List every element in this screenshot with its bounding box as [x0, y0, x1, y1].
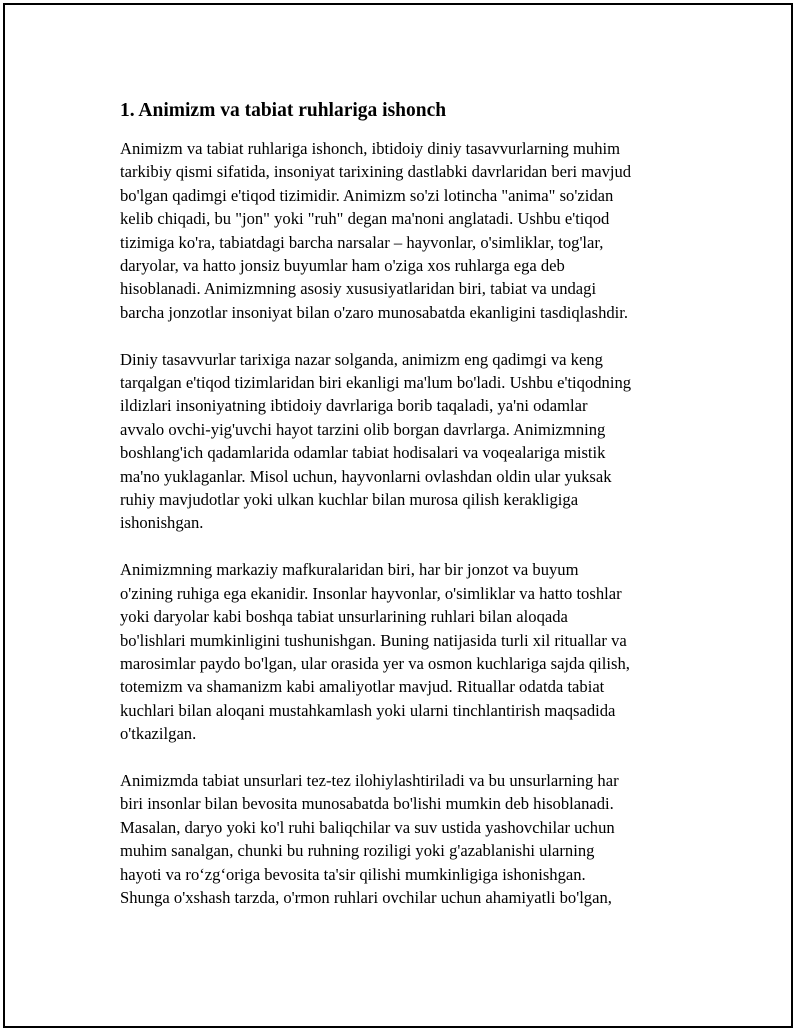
text-line: ishonishgan.: [120, 513, 204, 533]
text-line: Animizm va tabiat ruhlariga ishonch, ibtidoiy diniy tasavvurlarning muhim: [120, 139, 621, 158]
document-body: [120, 97, 695, 933]
text-line: bo'lishlari mumkinligini tushunishgan. Buning natijasida turli xil rituallar va: [120, 630, 627, 650]
paragraph-container: [120, 137, 695, 909]
text-line: muhim sanalgan, chunki bu ruhning roziligi yoki g'azablanishi ularning: [120, 841, 595, 861]
paragraph: [120, 137, 695, 324]
text-line: marosimlar paydo bo'lgan, ular orasida yer va osmon kuchlariga sajda qilish,: [120, 653, 630, 673]
text-line: daryolar, va hatto jonsiz buyumlar ham o'ziga xos ruhlarga ega deb: [120, 256, 565, 276]
section-heading: 1. Animizm va tabiat ruhlariga ishonch: [120, 100, 447, 121]
text-line: yoki daryolar kabi boshqa tabiat unsurlarining ruhlari bilan aloqada: [120, 607, 568, 627]
text-line: tizimiga ko'ra, tabiatdagi barcha narsalar – hayvonlar, o'simliklar, tog'lar,: [120, 232, 604, 252]
text-line: hisoblanadi. Animizmning asosiy xususiyatlaridan biri, tabiat va undagi: [120, 279, 597, 299]
text-line: hayoti va ro‘zg‘origa bevosita ta'sir qilishi mumkinligiga ishonishgan.: [120, 864, 586, 884]
text-line: kuchlari bilan aloqani mustahkamlash yoki ularni tinchlantirish maqsadida: [120, 700, 616, 720]
text-line: avvalo ovchi-yig'uvchi hayot tarzini olib borgan davrlarga. Animizmning: [120, 419, 606, 439]
text-line: o'zining ruhiga ega ekanidir. Insonlar hayvonlar, o'simliklar va hatto toshlar: [120, 583, 622, 603]
text-line: ruhiy mavjudotlar yoki ulkan kuchlar bilan murosa qilish kerakligiga: [120, 490, 579, 510]
text-line: ma'no yuklaganlar. Misol uchun, hayvonlarni ovlashdan oldin ular yuksak: [120, 466, 612, 486]
text-line: o'tkazilgan.: [120, 724, 197, 744]
paragraph: [120, 348, 695, 535]
text-line: kelib chiqadi, bu "jon" yoki "ruh" degan ma'noni anglatadi. Ushbu e'tiqod: [120, 209, 610, 229]
text-line: ildizlari insoniyatning ibtidoiy davrlariga borib taqaladi, ya'ni odamlar: [120, 396, 588, 416]
paragraph: [120, 769, 695, 909]
text-line: barcha jonzotlar insoniyat bilan o'zaro munosabatda ekanligini tasdiqlashdir.: [120, 302, 629, 322]
text-line: Animizmning markaziy mafkuralaridan biri, har bir jonzot va buyum: [120, 560, 579, 580]
text-line: boshlang'ich qadamlarida odamlar tabiat hodisalari va voqealariga mistik: [120, 443, 606, 463]
text-line: totemizm va shamanizm kabi amaliyotlar mavjud. Rituallar odatda tabiat: [120, 677, 605, 697]
text-line: tarkibiy qismi sifatida, insoniyat tarixining dastlabki davrlaridan beri mavjud: [120, 162, 632, 182]
text-line: tarqalgan e'tiqod tizimlaridan biri ekanligi ma'lum bo'ladi. Ushbu e'tiqodning: [120, 373, 632, 393]
text-line: Masalan, daryo yoki ko'l ruhi baliqchilar va suv ustida yashovchilar uchun: [120, 817, 615, 837]
text-line: bo'lgan qadimgi e'tiqod tizimidir. Animizm so'zi lotincha "anima" so'zidan: [120, 185, 614, 205]
text-line: Shunga o'xshash tarzda, o'rmon ruhlari ovchilar uchun ahamiyatli bo'lgan,: [120, 887, 612, 907]
text-line: Animizmda tabiat unsurlari tez-tez ilohiylashtiriladi va bu unsurlarning har: [120, 770, 619, 790]
document-page: [3, 3, 793, 1028]
text-line: Diniy tasavvurlar tarixiga nazar solganda, animizm eng qadimgi va keng: [120, 349, 603, 369]
text-line: biri insonlar bilan bevosita munosabatda bo'lishi mumkin deb hisoblanadi.: [120, 794, 614, 814]
paragraph: [120, 558, 695, 745]
